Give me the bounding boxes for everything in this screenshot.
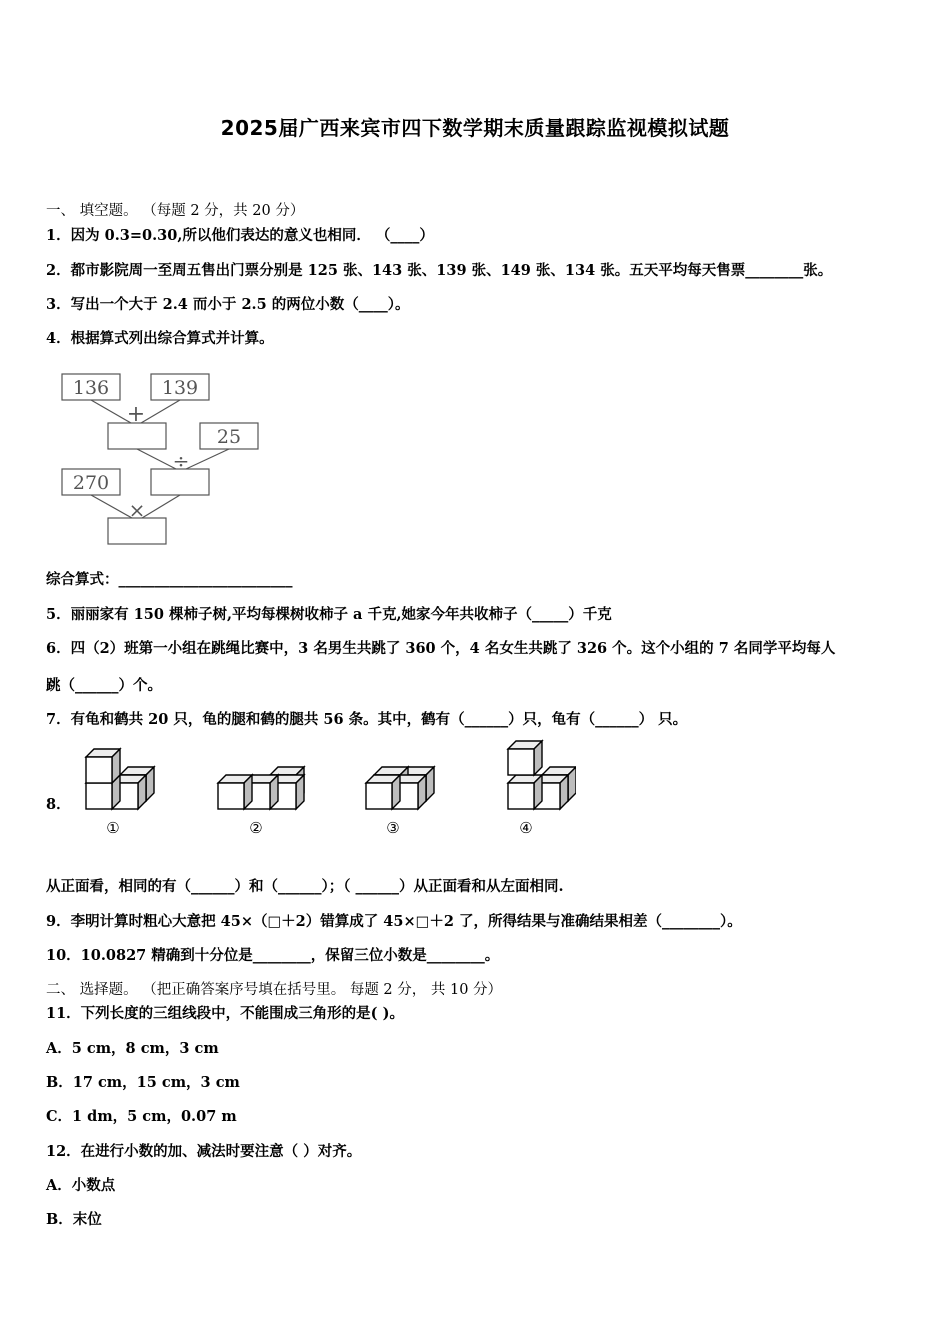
figure-3-label: ③ (386, 819, 400, 837)
box-270-label: 270 (72, 472, 110, 494)
question-7: 7．有龟和鹤共 20 只，龟的腿和鹤的腿共 56 条。其中，鹤有（______）只，龟有（______） 只。 (46, 711, 688, 728)
question-11-option-b: B．17 cm，15 cm，3 cm (46, 1074, 240, 1091)
q4-flow-diagram (56, 368, 271, 553)
figure-2-label: ② (249, 819, 263, 837)
question-10: 10．10.0827 精确到十分位是________，保留三位小数是________。 (46, 947, 500, 964)
question-4: 4．根据算式列出综合算式并计算。 (46, 330, 274, 347)
cube-figure-3 (366, 767, 434, 809)
question-12-option-a: A．小数点 (46, 1177, 116, 1194)
divide-operator: ÷ (172, 449, 190, 473)
question-6-line1: 6．四（2）班第一小组在跳绳比赛中，3 名男生共跳了 360 个，4 名女生共跳了 326 个。这个小组的 7 名同学平均每人 (46, 640, 836, 657)
question-11-option-c: C．1 dm，5 cm，0.07 m (46, 1108, 237, 1125)
section2-header: 二、 选择题。 （把正确答案序号填在括号里。 每题 2 分， 共 10 分） (46, 982, 503, 998)
page-title: 2025届广西来宾市四下数学期末质量跟踪监视模拟试题 (220, 116, 730, 140)
box-25-label: 25 (216, 426, 242, 448)
question-6-line2: 跳（______）个。 (46, 677, 162, 694)
cube-figure-4 (508, 741, 576, 809)
figure-1-label: ① (106, 819, 120, 837)
cube-figure-1 (86, 749, 154, 809)
question-11: 11．下列长度的三组线段中，不能围成三角形的是( )。 (46, 1005, 404, 1022)
question-5: 5．丽丽家有 150 棵柿子树,平均每棵树收柿子 a 千克,她家今年共收柿子（_____）千克 (46, 606, 612, 623)
question-8-text: 从正面看，相同的有（______）和（______）；（ ______）从正面看和从左面相同. (46, 878, 564, 895)
question-12-option-b: B．末位 (46, 1211, 102, 1228)
q8-cube-figures (76, 738, 576, 842)
section1-header: 一、 填空题。 （每题 2 分，共 20 分） (46, 203, 305, 219)
times-operator: × (128, 498, 146, 522)
box-139-label: 139 (161, 377, 199, 399)
plus-operator: + (126, 402, 146, 427)
question-3: 3．写出一个大于 2.4 而小于 2.5 的两位小数（____）。 (46, 296, 410, 313)
question-11-option-a: A．5 cm，8 cm，3 cm (46, 1040, 219, 1057)
question-4-answer: 综合算式：________________________ (46, 571, 293, 588)
box-136-label: 136 (72, 377, 110, 399)
question-8-number: 8． (46, 796, 71, 813)
question-12: 12．在进行小数的加、减法时要注意（ ）对齐。 (46, 1143, 362, 1160)
question-2: 2．都市影院周一至周五售出门票分别是 125 张、143 张、139 张、149 张、134 张。五天平均每天售票________张。 (46, 262, 833, 279)
figure-4-label: ④ (519, 819, 533, 837)
cube-figure-2 (218, 767, 304, 809)
question-9: 9．李明计算时粗心大意把 45×（□＋2）错算成了 45×□＋2 了，所得结果与准确结果相差（________）。 (46, 913, 742, 930)
question-1: 1．因为 0.3=0.30,所以他们表达的意义也相同． （____） (46, 227, 434, 244)
